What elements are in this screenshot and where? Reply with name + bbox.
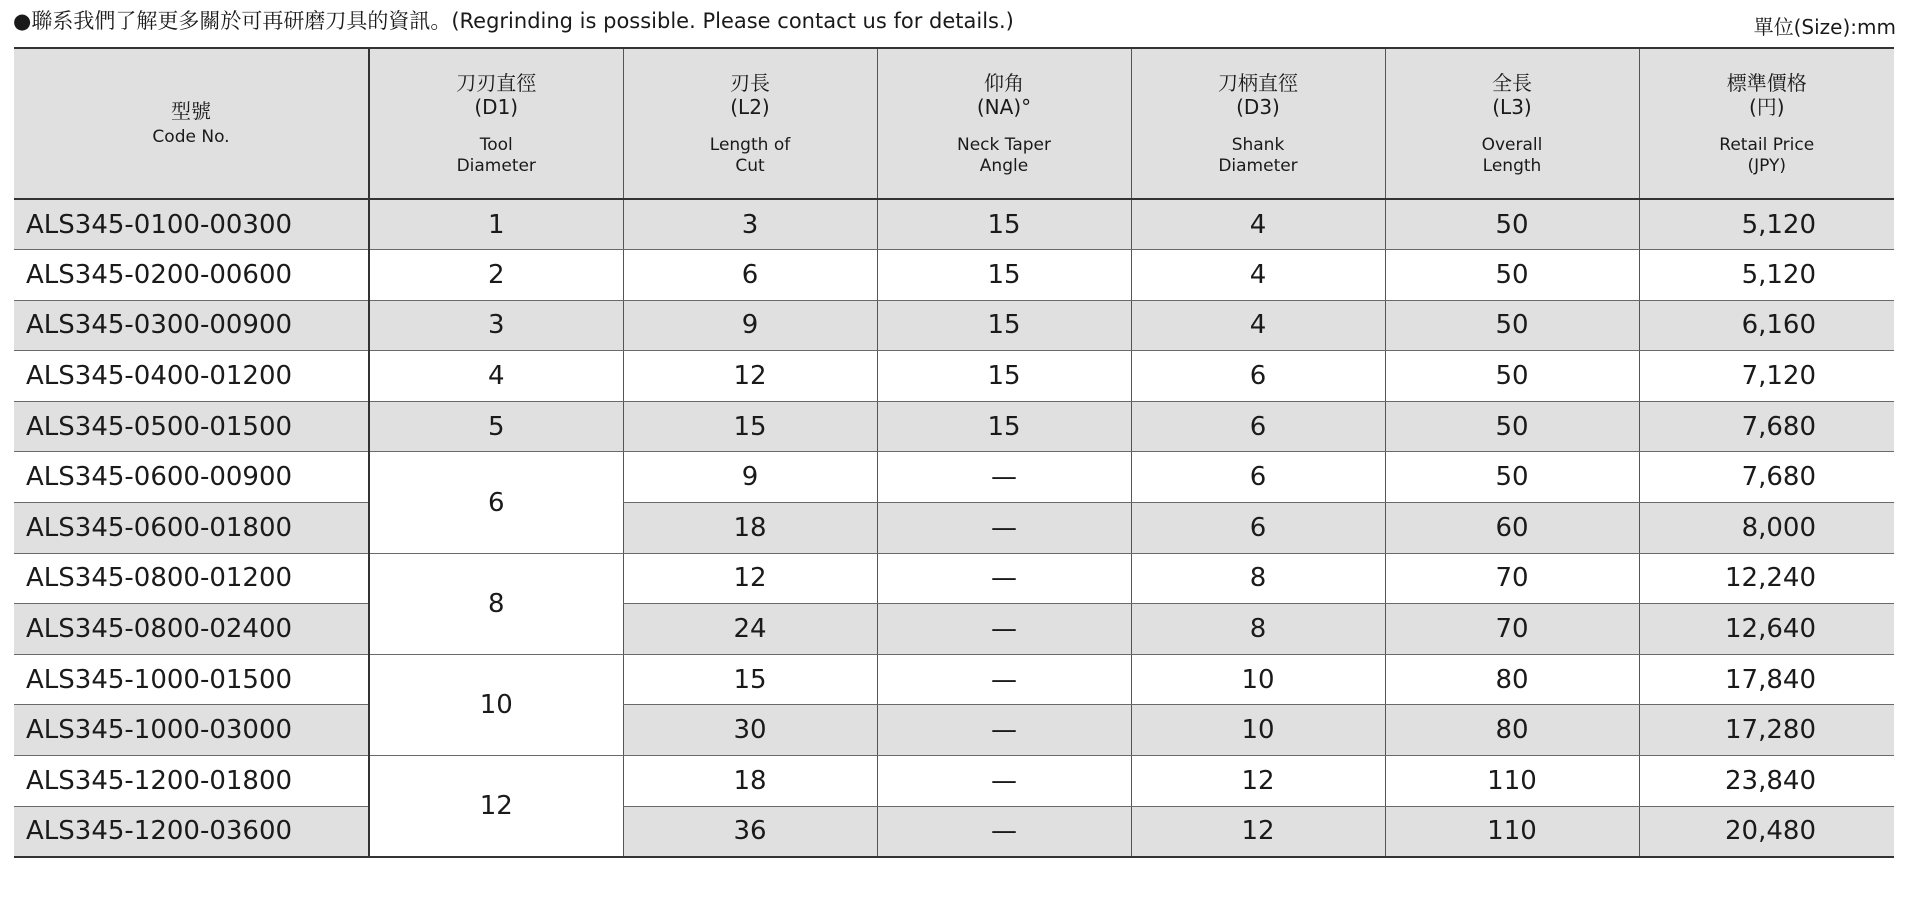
header-d1-zh: 刀刃直徑 <box>456 70 537 95</box>
cell-na: — <box>877 503 1131 554</box>
cell-l3: 50 <box>1385 250 1639 301</box>
header-na-zh: 仰角 <box>984 70 1024 95</box>
unit-label: 單位(Size):mm <box>1753 15 1896 39</box>
header-price <box>1639 48 1894 199</box>
cell-d3: 10 <box>1131 654 1385 705</box>
cell-na: 15 <box>877 300 1131 351</box>
cell-l2: 18 <box>623 756 877 807</box>
cell-code: ALS345-0400-01200 <box>14 351 369 402</box>
regrinding-note: ●聯系我們了解更多關於可再研磨刀具的資訊。(Regrinding is possible. Please contact us for details.) <box>13 9 1014 33</box>
cell-code: ALS345-0100-00300 <box>14 199 369 250</box>
header-l3 <box>1385 48 1639 199</box>
header-na <box>877 48 1131 199</box>
cell-d3: 12 <box>1131 806 1385 857</box>
cell-d3: 6 <box>1131 503 1385 554</box>
header-na-en2: Angle <box>979 155 1029 176</box>
cell-d1: 2 <box>369 250 623 301</box>
cell-l2: 12 <box>623 553 877 604</box>
cell-l2: 12 <box>623 351 877 402</box>
header-na-sym: (NA)° <box>976 94 1032 119</box>
cell-d3: 8 <box>1131 604 1385 655</box>
cell-l2: 9 <box>623 452 877 503</box>
cell-l3: 70 <box>1385 604 1639 655</box>
header-l3-zh: 全長 <box>1492 70 1532 95</box>
header-d3-sym: (D3) <box>1236 94 1280 119</box>
cell-d3: 4 <box>1131 300 1385 351</box>
cell-price: 12,640 <box>1639 604 1894 655</box>
header-l2-sym: (L2) <box>730 94 770 119</box>
table-row <box>14 604 1894 655</box>
header-d3-en2: Diameter <box>1218 155 1298 176</box>
spec-table <box>14 47 1894 858</box>
cell-l2: 15 <box>623 654 877 705</box>
header-price-zh: 標準價格 <box>1726 70 1807 95</box>
header-d1-en2: Diameter <box>456 155 536 176</box>
header-l3-en1: Overall <box>1481 134 1543 155</box>
header-code <box>14 48 369 199</box>
table-row <box>14 199 1894 250</box>
cell-d1: 8 <box>369 553 623 654</box>
cell-d3: 12 <box>1131 756 1385 807</box>
header-d3-zh: 刀柄直徑 <box>1218 70 1298 95</box>
header-d1-en1: Tool <box>479 134 513 155</box>
header-price-en2: (JPY) <box>1747 155 1787 176</box>
cell-price: 8,000 <box>1639 503 1894 554</box>
cell-d3: 6 <box>1131 452 1385 503</box>
table-row <box>14 351 1894 402</box>
cell-na: — <box>877 654 1131 705</box>
cell-d1: 1 <box>369 199 623 250</box>
table-row <box>14 401 1894 452</box>
table-row <box>14 300 1894 351</box>
header-na-en1: Neck Taper <box>957 134 1051 155</box>
cell-code: ALS345-1200-01800 <box>14 756 369 807</box>
cell-code: ALS345-0600-00900 <box>14 452 369 503</box>
cell-d1: 5 <box>369 401 623 452</box>
header-l3-en2: Length <box>1482 155 1542 176</box>
header-d1-sym: (D1) <box>474 94 519 119</box>
cell-na: — <box>877 604 1131 655</box>
table-row <box>14 654 1894 705</box>
cell-na: — <box>877 756 1131 807</box>
header-l2-en2: Cut <box>735 155 765 176</box>
cell-l3: 80 <box>1385 654 1639 705</box>
cell-l2: 36 <box>623 806 877 857</box>
cell-l3: 50 <box>1385 401 1639 452</box>
cell-l3: 50 <box>1385 351 1639 402</box>
table-row <box>14 503 1894 554</box>
cell-d3: 4 <box>1131 199 1385 250</box>
cell-l2: 6 <box>623 250 877 301</box>
table-row <box>14 452 1894 503</box>
cell-price: 20,480 <box>1639 806 1894 857</box>
cell-code: ALS345-1000-03000 <box>14 705 369 756</box>
cell-l3: 80 <box>1385 705 1639 756</box>
cell-price: 7,680 <box>1639 401 1894 452</box>
cell-price: 5,120 <box>1639 199 1894 250</box>
cell-na: — <box>877 452 1131 503</box>
cell-code: ALS345-0800-02400 <box>14 604 369 655</box>
header-l2-zh: 刃長 <box>730 70 770 95</box>
cell-code: ALS345-1000-01500 <box>14 654 369 705</box>
cell-code: ALS345-0600-01800 <box>14 503 369 554</box>
cell-na: — <box>877 806 1131 857</box>
header-code-zh: 型號 <box>171 98 211 123</box>
cell-d1: 12 <box>369 756 623 857</box>
cell-l3: 70 <box>1385 553 1639 604</box>
cell-l2: 30 <box>623 705 877 756</box>
header-d3-en1: Shank <box>1231 134 1285 155</box>
cell-l3: 110 <box>1385 756 1639 807</box>
cell-price: 12,240 <box>1639 553 1894 604</box>
cell-code: ALS345-0500-01500 <box>14 401 369 452</box>
cell-price: 7,120 <box>1639 351 1894 402</box>
header-l2 <box>623 48 877 199</box>
header-code-en: Code No. <box>152 126 230 147</box>
cell-d3: 10 <box>1131 705 1385 756</box>
cell-na: 15 <box>877 401 1131 452</box>
table-row <box>14 705 1894 756</box>
cell-na: — <box>877 705 1131 756</box>
cell-l3: 110 <box>1385 806 1639 857</box>
table-row <box>14 806 1894 857</box>
table-row <box>14 250 1894 301</box>
cell-l3: 60 <box>1385 503 1639 554</box>
cell-d1: 4 <box>369 351 623 402</box>
cell-d3: 6 <box>1131 351 1385 402</box>
cell-d1: 10 <box>369 654 623 755</box>
header-price-sym: (円) <box>1748 94 1785 119</box>
cell-na: — <box>877 553 1131 604</box>
cell-price: 7,680 <box>1639 452 1894 503</box>
cell-price: 17,840 <box>1639 654 1894 705</box>
cell-na: 15 <box>877 351 1131 402</box>
header-d3 <box>1131 48 1385 199</box>
cell-na: 15 <box>877 250 1131 301</box>
header-price-en1: Retail Price <box>1719 134 1815 155</box>
cell-l2: 24 <box>623 604 877 655</box>
cell-price: 5,120 <box>1639 250 1894 301</box>
cell-d3: 6 <box>1131 401 1385 452</box>
cell-code: ALS345-0800-01200 <box>14 553 369 604</box>
cell-l3: 50 <box>1385 452 1639 503</box>
cell-price: 23,840 <box>1639 756 1894 807</box>
cell-d1: 6 <box>369 452 623 553</box>
cell-d1: 3 <box>369 300 623 351</box>
header-l2-en1: Length of <box>709 134 791 155</box>
cell-l2: 9 <box>623 300 877 351</box>
cell-l3: 50 <box>1385 199 1639 250</box>
cell-code: ALS345-0200-00600 <box>14 250 369 301</box>
cell-code: ALS345-0300-00900 <box>14 300 369 351</box>
header-d1 <box>369 48 623 199</box>
cell-price: 17,280 <box>1639 705 1894 756</box>
cell-na: 15 <box>877 199 1131 250</box>
cell-l2: 18 <box>623 503 877 554</box>
cell-price: 6,160 <box>1639 300 1894 351</box>
cell-d3: 8 <box>1131 553 1385 604</box>
cell-l3: 50 <box>1385 300 1639 351</box>
cell-l2: 3 <box>623 199 877 250</box>
cell-l2: 15 <box>623 401 877 452</box>
table-body <box>14 199 1894 857</box>
table-row <box>14 756 1894 807</box>
table-row <box>14 553 1894 604</box>
cell-d3: 4 <box>1131 250 1385 301</box>
table-header-row <box>14 48 1894 199</box>
header-l3-sym: (L3) <box>1492 94 1532 119</box>
cell-code: ALS345-1200-03600 <box>14 806 369 857</box>
